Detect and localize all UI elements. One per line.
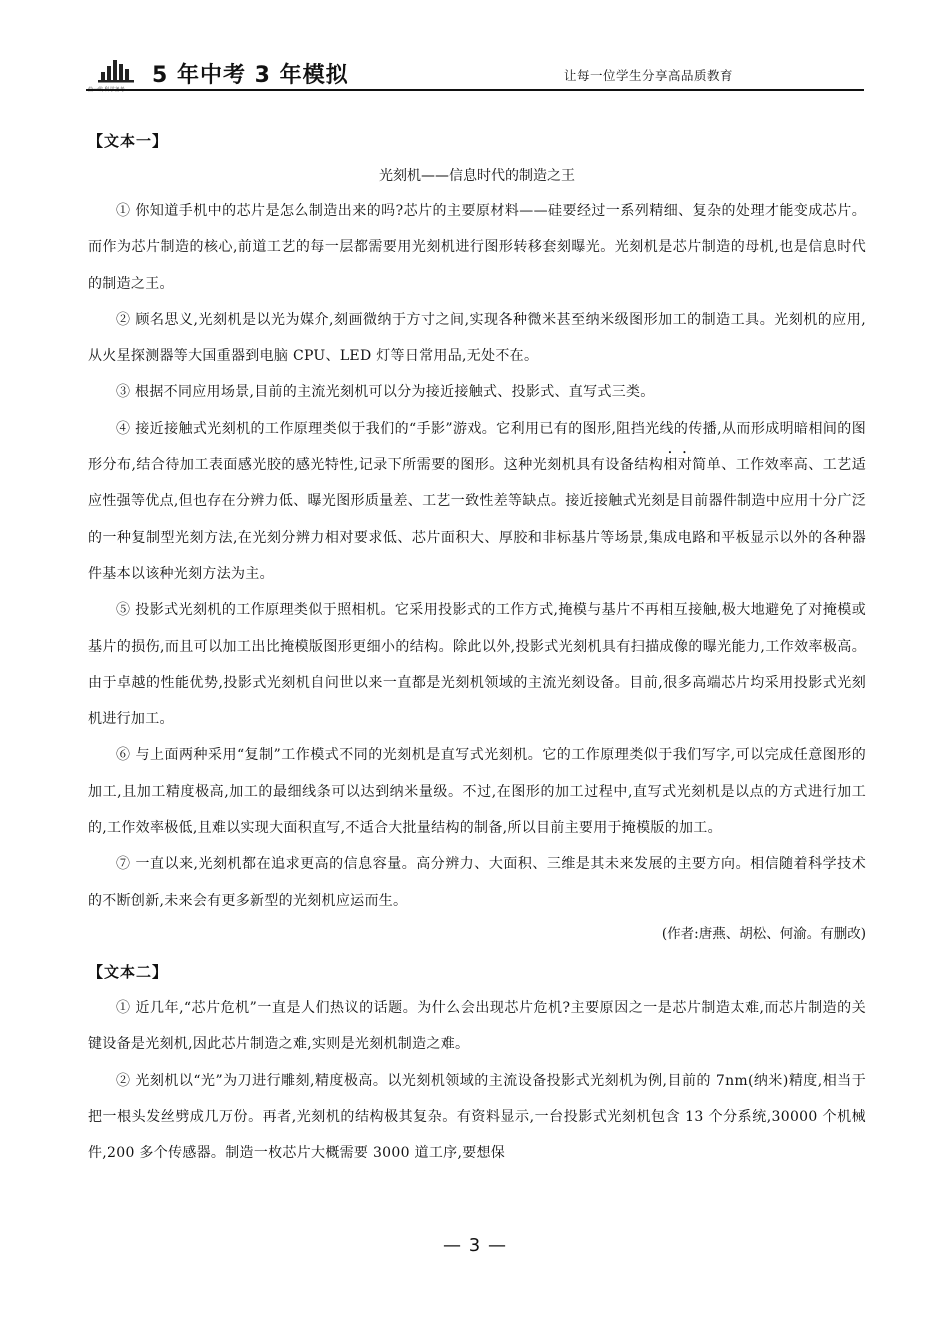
text1-paragraph-4 (88, 411, 866, 592)
logo-icon (98, 58, 134, 88)
text1-paragraph-1: ① 你知道手机中的芯片是怎么制造出来的吗?芯片的主要原材料——硅要经过一系列精细、复杂的处理才能变成芯片。而作为芯片制造的核心,前道工艺的每一层都需要用光刻机进行图形转移套刻曝光。光刻机是芯片制造的母机,也是信息时代的制造之王。 (88, 203, 866, 292)
text2-paragraph-1: ① 近几年,“芯片危机”一直是人们热议的话题。为什么会出现芯片危机?主要原因之一是芯片制造太难,而芯片制造的关键设备是光刻机,因此芯片制造之难,实则是光刻机制造之难。 (88, 999, 866, 1053)
text2-label: 【文本二】 (88, 962, 169, 981)
text2-paragraph-2: ② 光刻机以“光”为刀进行雕刻,精度极高。以光刻机领域的主流设备投影式光刻机为例,目前的 7nm(纳米)精度,相当于把一根头发丝劈成几万份。再者,光刻机的结构极其复杂。有资料显示,一台投影式光刻机包含 13 个分系统,30000 个机械件,200 多个传感器。制造一枚芯片大概需要 3000 道工序,要想保 (88, 1072, 866, 1162)
logo-caption: 曲一线 科学备考 (88, 87, 125, 93)
emphasized-word: 相对 (663, 457, 693, 474)
header-divider (86, 89, 864, 91)
text1-paragraph-2: ② 顾名思义,光刻机是以光为媒介,刻画微纳于方寸之间,实现各种微米甚至纳米级图形加工的制造工具。光刻机的应用,从火星探测器等大国重器到电脑 CPU、LED 灯等日常用品,无处不在。 (88, 311, 866, 365)
header-title: 5 年中考 3 年模拟 (152, 63, 349, 88)
text1-paragraph-4-part-1: ④ 接近接触式光刻机的工作原理类似于我们的“手影”游戏。它利用已有的图形,阻挡光线的传播,从而形成明暗相间的图形分布,结合待加工表面感光胶的感光特性,记录下所需要的图形。这种光刻机具有设备结构 (88, 420, 866, 474)
main-content (88, 118, 866, 1171)
text1-paragraph-5: ⑤ 投影式光刻机的工作原理类似于照相机。它采用投影式的工作方式,掩模与基片不再相互接触,极大地避免了对掩模或基片的损伤,而且可以加工出比掩模版图形更细小的结构。除此以外,投影式光刻机具有扫描成像的曝光能力,工作效率极高。由于卓越的性能优势,投影式光刻机自问世以来一直都是光刻机领域的主流光刻设备。目前,很多高端芯片均采用投影式光刻机进行加工。 (88, 602, 866, 728)
text1-paragraph-3: ③ 根据不同应用场景,目前的主流光刻机可以分为接近接触式、投影式、直写式三类。 (116, 384, 655, 401)
article-title: 光刻机——信息时代的制造之王 (379, 168, 575, 184)
source-attribution: (作者:唐燕、胡松、何渝。有删改) (661, 925, 866, 942)
page-header (88, 52, 863, 92)
header-slogan: 让每一位学生分享高品质教育 (563, 68, 733, 83)
text1-paragraph-7: ⑦ 一直以来,光刻机都在追求更高的信息容量。高分辨力、大面积、三维是其未来发展的主要方向。相信随着科学技术的不断创新,未来会有更多新型的光刻机应运而生。 (88, 856, 866, 909)
text1-label: 【文本一】 (88, 132, 169, 150)
text1-paragraph-4-part-2: 简单、工作效率高、工艺适应性强等优点,但也存在分辨力低、曝光图形质量差、工艺一致性差等缺点。接近接触式光刻是目前器件制造中应用十分广泛的一种复制型光刻方法,在光刻分辨力相对要求低、芯片面积大、厚胶和非标基片等场景,集成电路和平板显示以外的各种器件基本以该种光刻方法为主。 (88, 457, 866, 582)
text1-paragraph-6: ⑥ 与上面两种采用“复制”工作模式不同的光刻机是直写式光刻机。它的工作原理类似于我们写字,可以完成任意图形的加工,且加工精度极高,加工的最细线条可以达到纳米量级。不过,在图形的加工过程中,直写式光刻机是以点的方式进行加工的,工作效率极低,且难以实现大面积直写,不适合大批量结构的制备,所以目前主要用于掩模版的加工。 (88, 747, 866, 837)
page-number: — 3 — (443, 1235, 507, 1256)
